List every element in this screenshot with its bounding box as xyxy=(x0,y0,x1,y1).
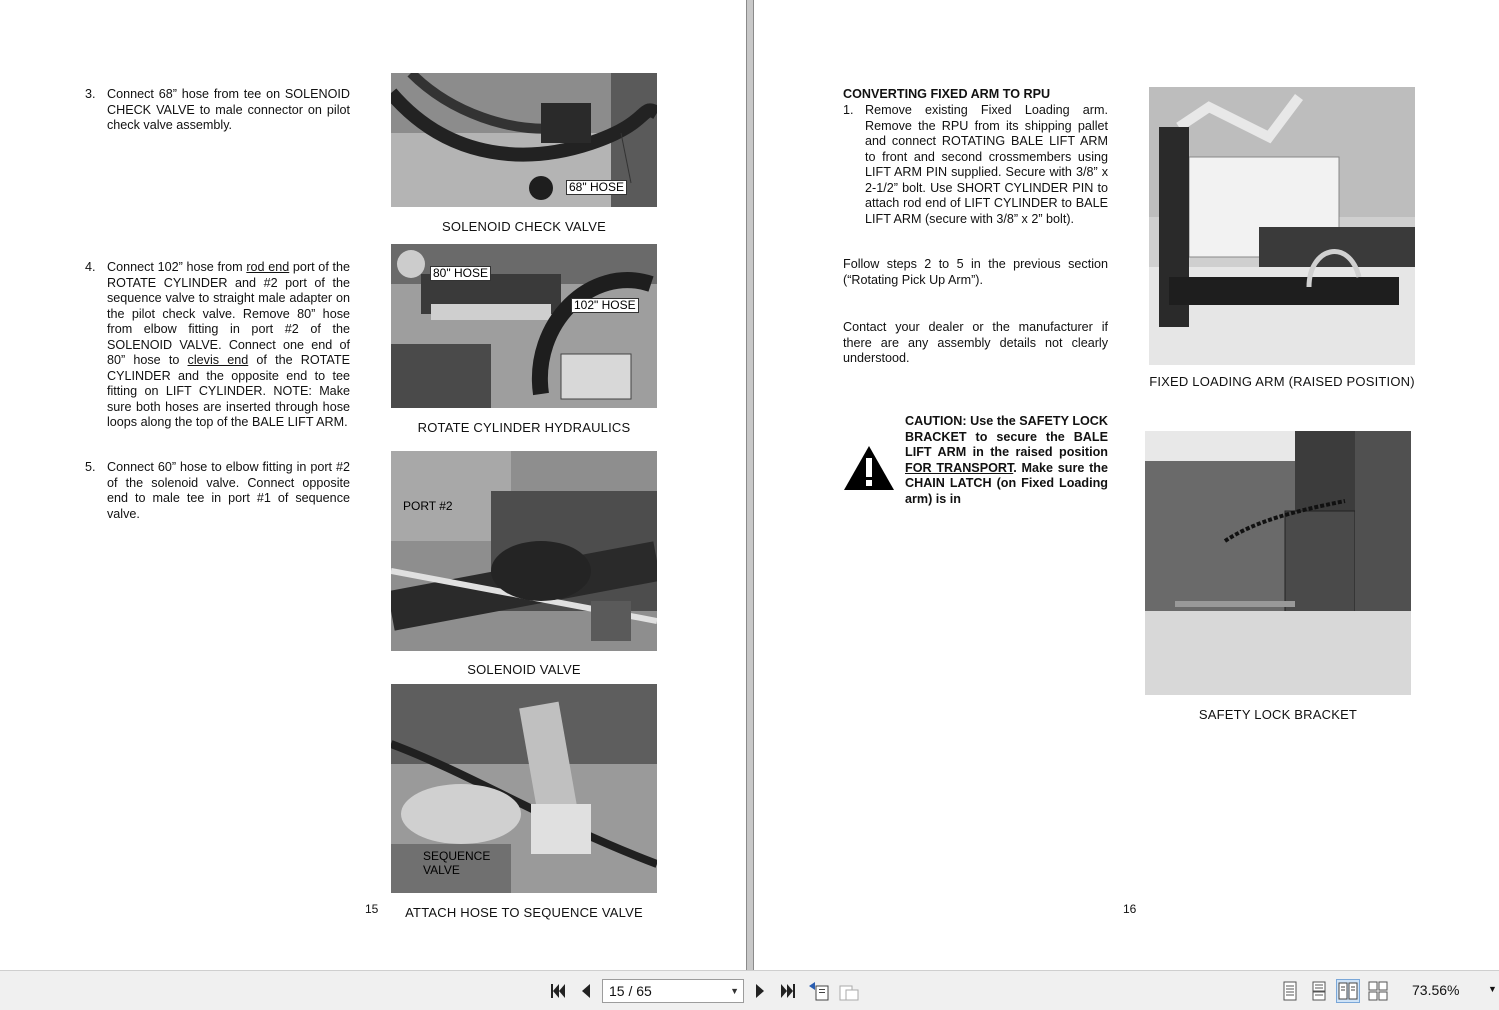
solenoid-valve-photo xyxy=(391,451,657,651)
photo-caption: FIXED LOADING ARM (RAISED POSITION) xyxy=(1149,374,1415,389)
next-view-icon xyxy=(838,980,860,1002)
callout-label: SEQUENCE xyxy=(423,849,491,863)
photo-caption: SAFETY LOCK BRACKET xyxy=(1198,707,1358,722)
follow-steps-paragraph: Follow steps 2 to 5 in the previous section (“Rotating Pick Up Arm”). xyxy=(843,257,1108,287)
page-separator xyxy=(746,0,754,970)
warning-icon xyxy=(842,444,896,492)
callout-label: 102" HOSE xyxy=(571,298,639,313)
previous-page-button[interactable] xyxy=(574,979,598,1003)
next-page-icon xyxy=(751,982,769,1000)
callout-label: 68" HOSE xyxy=(566,180,627,195)
photo-caption: SOLENOID VALVE xyxy=(467,662,581,677)
single-page-icon xyxy=(1281,981,1299,1001)
step-3 xyxy=(85,87,350,134)
last-page-button[interactable] xyxy=(776,979,800,1003)
zoom-dropdown-arrow-icon[interactable]: ▼ xyxy=(1488,984,1497,994)
continuous-pages-icon xyxy=(1310,981,1328,1001)
fixed-loading-arm-photo xyxy=(1149,87,1415,365)
zoom-level[interactable]: 73.56% xyxy=(1412,982,1460,998)
underlined-term: clevis end xyxy=(187,353,249,367)
caution-text: CAUTION: Use the SAFETY LOCK BRACKET to secure the BALE LIFT ARM in the raised position FOR TRANSPORT. Make sure the CHAIN LATCH (on Fixed Loading arm) is in xyxy=(905,414,1109,506)
contact-paragraph: Contact your dealer or the manufacturer if there are any assembly details not clearly understood. xyxy=(843,320,1108,365)
previous-page-icon xyxy=(577,982,595,1000)
underlined-term: FOR TRANSPORT xyxy=(905,460,1014,475)
previous-view-icon xyxy=(808,980,830,1002)
single-page-view-button[interactable] xyxy=(1278,979,1302,1003)
callout-label: 80" HOSE xyxy=(430,266,491,281)
photo-caption: SOLENOID CHECK VALVE xyxy=(442,219,606,234)
step-text: Remove existing Fixed Loading arm. Remove the RPU from its shipping pallet and connect ROTATING BALE LIFT ARM to front and second crossmembers using LIFT ARM PIN supplied. Secure with 3/8” x 2-1/2” bolt. Use SHORT CYLINDER PIN to attach rod end of LIFT CYLINDER to BALE LIFT ARM (secure with 3/8” x 2” bolt). xyxy=(865,103,1108,226)
underlined-term: rod end xyxy=(246,260,290,274)
first-page-icon xyxy=(549,982,567,1000)
safety-lock-bracket-photo xyxy=(1145,431,1411,695)
facing-pages-view-button[interactable] xyxy=(1336,979,1360,1003)
go-forward-view-button[interactable] xyxy=(837,979,861,1003)
step-number: 3. xyxy=(85,87,96,101)
page-15 xyxy=(0,0,746,970)
page-number: 16 xyxy=(1123,902,1137,916)
continuous-view-button[interactable] xyxy=(1307,979,1331,1003)
page-16 xyxy=(754,0,1499,970)
page-number: 15 xyxy=(365,902,379,916)
callout-label: VALVE xyxy=(423,863,460,877)
page-number-field[interactable] xyxy=(602,979,744,1003)
page-number-value: 15 / 65 xyxy=(609,983,652,999)
step-text: Connect 60” hose to elbow fitting in port #2 of the solenoid valve. Connect opposite end to male tee in port #1 of sequence valve. xyxy=(107,460,350,521)
continuous-facing-icon xyxy=(1368,981,1388,1001)
photo-caption: ATTACH HOSE TO SEQUENCE VALVE xyxy=(405,905,643,920)
step-text: Connect 68” hose from tee on SOLENOID CHECK VALVE to male connector on pilot check valve assembly. xyxy=(107,87,350,132)
section-heading: CONVERTING FIXED ARM TO RPU xyxy=(843,87,1051,101)
dropdown-arrow-icon[interactable]: ▼ xyxy=(730,986,739,996)
callout-label: PORT #2 xyxy=(403,499,453,513)
first-page-button[interactable] xyxy=(546,979,570,1003)
step-4: 4. Connect 102” hose from rod end port of the ROTATE CYLINDER and #2 port of the sequence valve to straight male adapter on the pilot check valve. Remove 80” hose from elbow fitting in port #2 of the SOLENOID VALVE. Connect one end of 80” hose to clevis end of the ROTATE CYLINDER and the opposite end to tee fitting on LIFT CYLINDER. NOTE: Make sure both hoses are inserted through hose loops along the top of the BALE LIFT ARM. xyxy=(85,260,351,429)
step-5 xyxy=(85,460,350,522)
facing-pages-icon xyxy=(1338,981,1358,1001)
go-back-view-button[interactable] xyxy=(807,979,831,1003)
step-number: 1. xyxy=(843,103,854,117)
step-number: 5. xyxy=(85,460,96,474)
step-1 xyxy=(843,103,1108,227)
viewer-toolbar xyxy=(0,970,1499,1010)
photo-caption: ROTATE CYLINDER HYDRAULICS xyxy=(417,420,631,435)
continuous-facing-view-button[interactable] xyxy=(1366,979,1390,1003)
next-page-button[interactable] xyxy=(748,979,772,1003)
last-page-icon xyxy=(779,982,797,1000)
step-number: 4. xyxy=(85,260,96,274)
